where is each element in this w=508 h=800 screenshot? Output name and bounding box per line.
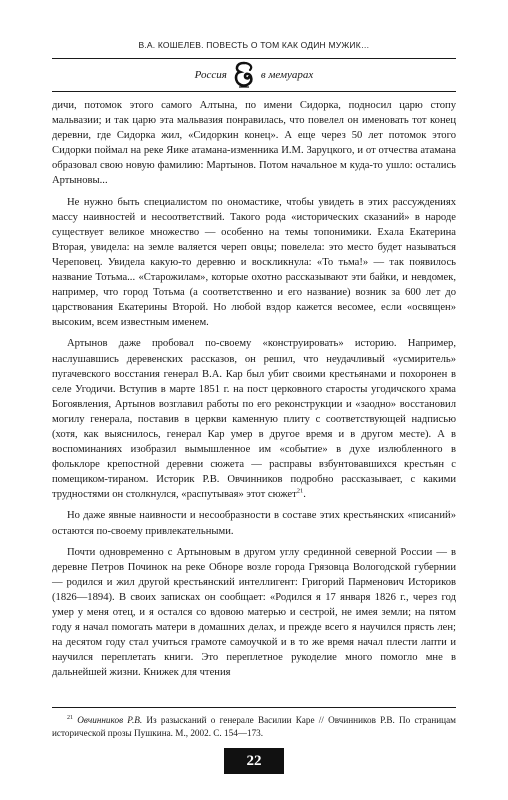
footnote-rule (52, 707, 456, 708)
paragraph-3-text: Артынов даже пробовал по-своему «конструировать» историю. Например, наслушавшись деревенских рассказов, он решил, что неудачливый «усмиритель» пугачевского восстания генерал В.А. Кар был убит своими крестьянами и похоронен в селе Угодичи. Вступив в марте 1851 г. на пост церковного старосты угодичского храма Богоявления, Артынов возглавил работы по его реконструкции и «заодно» восстановил могилу генерала, поставив в церкви каменную плиту с соответствующей надписью (хотя, как выяснилось, генерал Кар умер в другое время и в другом месте). А в воспоминаниях изобразил вымышленное им «событие» в духе излюбленного в фольклоре крепостной деревни сюжета — расправы взбунтовавшихся крестьян с помещиком-тираном. Историк Р.В. Овчинников подробно рассказывает, с какими трудностями он столкнулся, «распутывая» этот сюжет (52, 338, 456, 501)
ornamental-letter-logo-icon (231, 61, 257, 89)
footnote-number: 21 (67, 715, 73, 721)
paragraph-1: дичи, потомок этого самого Алтына, по имени Сидорка, подносил царю стопу мальвазии; и так царю эта мальвазия понравилась, что повелел он именовать тот конец деревни, где Сидорка жил, «Сидоркин конец». А еще через 50 лет потомок этого Сидорки поймал на реке Яике атамана-изменника И.М. Заруцкого, и от отчества атамана образовал свою новую фамилию: Мартынов. Потом начальное м куда-то ушло: остались Артыновы... (52, 100, 456, 187)
series-emblem (52, 60, 456, 90)
footnote-author: Овчинников Р.В. (77, 715, 143, 726)
paragraph-2: Не нужно быть специалистом по ономастике, чтобы увидеть в этих рассуждениях массу наивностей и несоответствий. Такого рода «исторических сказаний» в народе существует великое множество — особенно на темы топонимики. Ехала Екатерина Вторая, увидела: на земле валяется череп овцы; повелела: это место будет называться Череповец. Увидела какую-то деревню и воскликнула: «То тьма!» — так появилось название Тотьма... «Старожилам», которые охотно рассказывают эти байки, и невдомек, например, что город Тотьма (а соответственно и его название) возник за 600 лет до царствования Екатерины Второй. Но любой вздор кажется весомее, если «освящен» высоким, всем известным именем. (52, 196, 456, 329)
header-rule-bottom (52, 91, 456, 92)
paragraph-5: Почти одновременно с Артыновым в другом углу срединной северной России — в деревне Петров Починок на реке Обноре возле города Грязовца Вологодской губернии — родился и жил другой крестьянский интеллигент: Григорий Парменович Историков (1826—1894). В своих записках он сообщает: «Родился я 17 января 1826 г., через год умер у меня отец, и я остался со вдовою матерью и сестрой, не имея земли; на пятом году я начал помогать матери в домашних делах, и прежде всего я научился прясть лен; на десятом году стал учиться грамоте самоучкой и в то же время начал плести лапти и научился переплетать книги. Это переплетное рукоделие много помогло мне в дальнейшей жизни. Книжек для чтения (52, 546, 456, 679)
series-title-right: в мемуарах (260, 69, 314, 81)
header-rule-top (52, 58, 456, 59)
series-title-left: Россия (194, 69, 227, 81)
main-text (52, 98, 456, 680)
paragraph-4: Но даже явные наивности и несообразности в составе этих крестьянских «писаний» остаются по-своему привлекательными. (52, 510, 456, 537)
footnote-reference: 21 (296, 487, 304, 495)
running-head: В.А. КОШЕЛЕВ. ПОВЕСТЬ О ТОМ КАК ОДИН МУЖИК… (138, 40, 370, 50)
page-number: 22 (224, 748, 284, 774)
footnote (52, 712, 456, 740)
footnote-text: Из разысканий о генерале Василии Каре // Овчинников Р.В. По страницам исторической прозы Пушкина. М., 2002. С. 154—173. (52, 715, 456, 739)
paragraph-3: Артынов даже пробовал по-своему «конструировать» историю. Например, наслушавшись деревенских рассказов, он решил, что неудачливый «усмиритель» пугачевского восстания генерал В.А. Кар был убит своими крестьянами и похоронен в селе Угодичи. Вступив в марте 1851 г. на пост церковного старосты угодичского храма Богоявления, Артынов возглавил работы по его реконструкции и «заодно» восстановил могилу генерала, поставив в церкви каменную плиту с соответствующей надписью (хотя, как выяснилось, генерал Кар умер в другое время и в другом месте). А в воспоминаниях изобразил вымышленное им «событие» в духе излюбленного в фольклоре крепостной деревни сюжета — расправы взбунтовавшихся крестьян с помещиком-тираном. Историк Р.В. Овчинников подробно рассказывает, с какими трудностями он столкнулся, «распутывая» этот сюжет$^{21}$. (52, 338, 456, 501)
